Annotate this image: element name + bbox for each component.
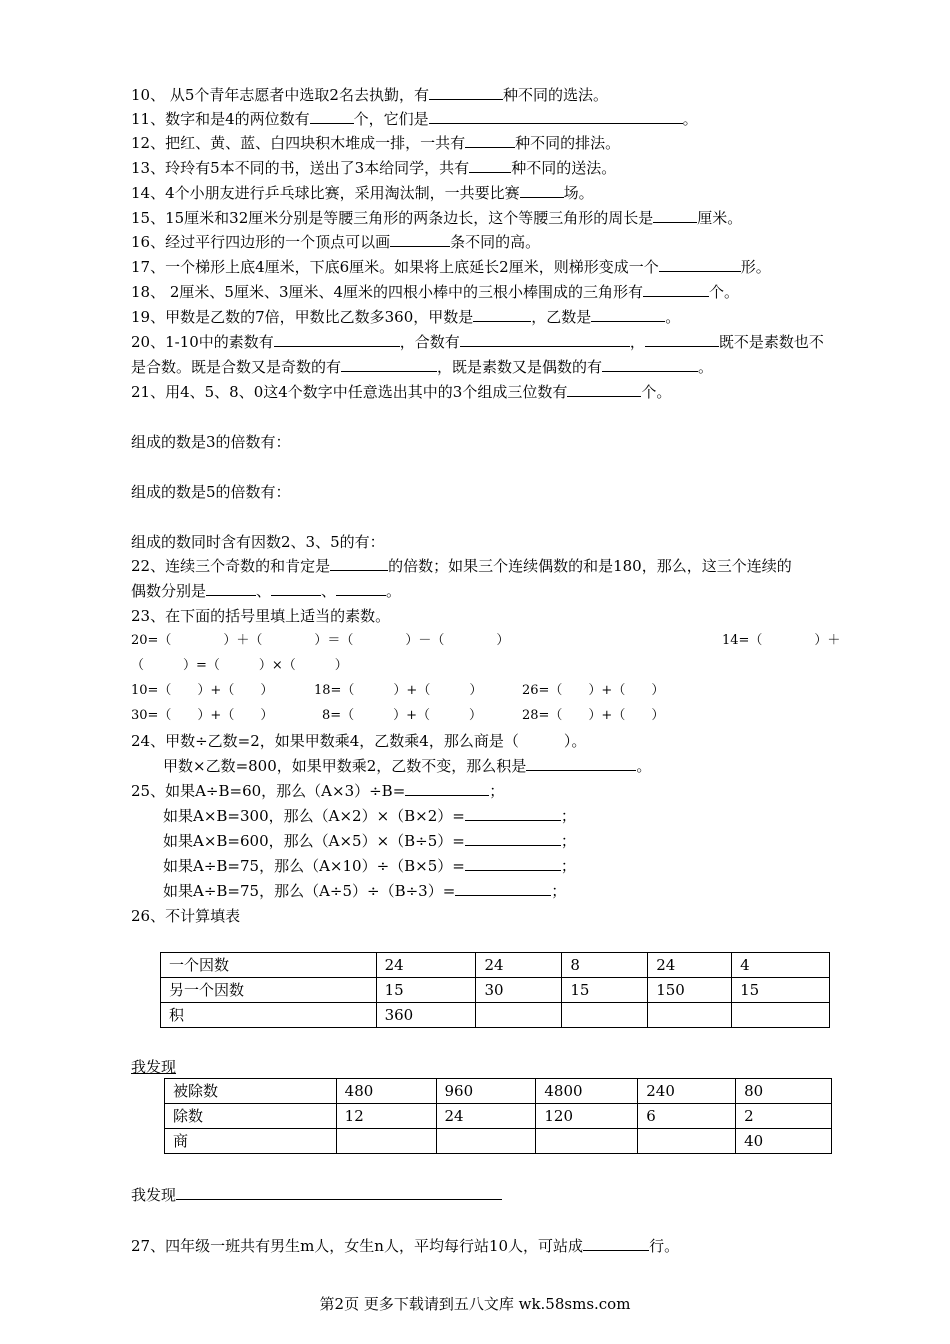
page-footer: 第2页 更多下载请到五八文库 wk.58sms.com <box>319 1295 631 1313</box>
table-cell: 960 <box>436 1079 536 1104</box>
table-cell[interactable] <box>732 1003 830 1028</box>
table-cell: 24 <box>648 953 732 978</box>
row-header-cell: 另一个因数 <box>161 978 377 1003</box>
question-23-row1a: 20=（ ）＋（ ）＝（ ）－（ ） <box>131 633 510 648</box>
question-21: 21、用4、5、8、0这4个数字中任意选出其中的3个组成三位数有 个。 <box>131 383 672 401</box>
question-22-line2: 偶数分别是 、 、 。 <box>131 582 402 600</box>
question-25-line4: 如果A÷B=75，那么（A×10）÷（B×5）= ； <box>163 857 576 875</box>
question-23-row1b: 14=（ ）＋ <box>722 633 841 648</box>
question-21-multiple-5: 组成的数是5的倍数有： <box>131 483 291 501</box>
question-23-row2c: 26=（ ）+（ ） <box>522 683 665 698</box>
discover-label: 我发现 <box>131 1058 177 1076</box>
answer-blank[interactable] <box>643 282 709 297</box>
question-24: 24、甲数÷乙数=2，如果甲数乘4，乙数乘4，那么商是（ ）。 <box>131 732 587 750</box>
question-13: 13、玲玲有5本不同的书，送出了3本给同学，共有 种不同的送法。 <box>131 159 617 177</box>
question-20-line2: 是合数。既是合数又是奇数的有 ，既是素数又是偶数的有 。 <box>131 358 714 376</box>
table-cell: 15 <box>376 978 476 1003</box>
table-row <box>165 1079 832 1104</box>
question-27: 27、四年级一班共有男生m人，女生n人，平均每行站10人，可站成 行。 <box>131 1237 680 1255</box>
division-table <box>164 1078 832 1154</box>
table-cell: 360 <box>376 1003 476 1028</box>
question-11: 11、数字和是4的两位数有 个，它们是 。 <box>131 110 698 128</box>
table-cell[interactable] <box>638 1129 736 1154</box>
answer-blank[interactable] <box>465 856 561 871</box>
question-23-row3c: 28=（ ）+（ ） <box>522 708 665 723</box>
question-20: 20、1-10中的素数有 ，合数有 ， 既不是素数也不 <box>131 333 824 351</box>
table-cell: 80 <box>736 1079 832 1104</box>
answer-blank[interactable] <box>567 382 641 397</box>
answer-blank[interactable] <box>455 881 551 896</box>
discover-answer: 我发现 <box>131 1185 502 1205</box>
question-18: 18、 2厘米、5厘米、3厘米、4厘米的四根小棒中的三根小棒围成的三角形有 个。 <box>131 283 740 301</box>
table-cell[interactable] <box>536 1129 638 1154</box>
table-cell[interactable] <box>648 1003 732 1028</box>
factor-table <box>160 952 830 1028</box>
row-header-cell: 积 <box>161 1003 377 1028</box>
question-21-multiple-3: 组成的数是3的倍数有： <box>131 433 291 451</box>
row-header-cell: 一个因数 <box>161 953 377 978</box>
answer-blank[interactable] <box>645 332 719 347</box>
table-cell[interactable] <box>436 1129 536 1154</box>
question-15: 15、15厘米和32厘米分别是等腰三角形的两条边长，这个等腰三角形的周长是 厘米。 <box>131 209 743 227</box>
answer-blank[interactable] <box>330 556 388 571</box>
table-cell[interactable] <box>562 1003 648 1028</box>
question-26-title: 26、不计算填表 <box>131 907 241 925</box>
question-16: 16、经过平行四边形的一个顶点可以画 条不同的高。 <box>131 233 541 251</box>
answer-blank[interactable] <box>659 257 741 272</box>
table-cell: 8 <box>562 953 648 978</box>
table-row <box>161 1003 830 1028</box>
answer-blank[interactable] <box>602 357 698 372</box>
table-row <box>165 1104 832 1129</box>
question-23-row3b: 8=（ ）+（ ） <box>322 708 483 723</box>
answer-blank[interactable] <box>271 581 321 596</box>
question-25-line2: 如果A×B=300，那么（A×2）×（B×2）= ； <box>163 807 576 825</box>
answer-blank[interactable] <box>274 332 400 347</box>
table-cell: 150 <box>648 978 732 1003</box>
question-23-row2a: 10=（ ）+（ ） <box>131 683 274 698</box>
question-23-row1c: （ ）=（ ）×（ ） <box>131 658 348 673</box>
answer-blank[interactable] <box>206 581 256 596</box>
question-25-line1: 25、如果A÷B=60，那么（A×3）÷B= ； <box>131 782 505 800</box>
answer-blank[interactable] <box>341 357 437 372</box>
answer-blank[interactable] <box>591 307 665 322</box>
table-cell: 15 <box>732 978 830 1003</box>
table-cell: 24 <box>376 953 476 978</box>
answer-blank[interactable] <box>473 307 531 322</box>
table-cell: 4 <box>732 953 830 978</box>
table-cell: 4800 <box>536 1079 638 1104</box>
answer-blank[interactable] <box>469 158 511 173</box>
answer-blank[interactable] <box>465 806 561 821</box>
question-25-line5: 如果A÷B=75，那么（A÷5）÷（B÷3）= ； <box>163 882 567 900</box>
row-header-cell: 除数 <box>165 1104 337 1129</box>
answer-blank[interactable] <box>405 781 489 796</box>
question-10: 10、 从5个青年志愿者中选取2名去执勤，有 种不同的选法。 <box>131 86 608 104</box>
table-cell: 12 <box>336 1104 436 1129</box>
table-cell: 240 <box>638 1079 736 1104</box>
question-12: 12、把红、黄、蓝、白四块积木堆成一排，一共有 种不同的排法。 <box>131 134 621 152</box>
answer-blank[interactable] <box>465 133 515 148</box>
row-header-cell: 商 <box>165 1129 337 1154</box>
table-cell: 24 <box>476 953 562 978</box>
table-cell: 30 <box>476 978 562 1003</box>
answer-blank[interactable] <box>653 208 697 223</box>
table-row <box>161 953 830 978</box>
answer-blank[interactable] <box>520 183 564 198</box>
answer-blank[interactable] <box>429 85 503 100</box>
answer-blank[interactable] <box>583 1236 649 1251</box>
question-23-row2b: 18=（ ）+（ ） <box>314 683 483 698</box>
answer-blank[interactable] <box>176 1185 502 1200</box>
row-header-cell: 被除数 <box>165 1079 337 1104</box>
table-row <box>161 978 830 1003</box>
table-cell: 40 <box>736 1129 832 1154</box>
answer-blank[interactable] <box>429 109 683 124</box>
table-cell[interactable] <box>336 1129 436 1154</box>
question-23-row3a: 30=（ ）+（ ） <box>131 708 274 723</box>
answer-blank[interactable] <box>526 756 636 771</box>
table-cell: 15 <box>562 978 648 1003</box>
table-cell: 24 <box>436 1104 536 1129</box>
table-row <box>165 1129 832 1154</box>
table-cell: 480 <box>336 1079 436 1104</box>
answer-blank[interactable] <box>336 581 386 596</box>
question-22: 22、连续三个奇数的和肯定是 的倍数；如果三个连续偶数的和是180，那么，这三个连续的 <box>131 557 792 575</box>
table-cell: 6 <box>638 1104 736 1129</box>
question-17: 17、一个梯形上底4厘米，下底6厘米。如果将上底延长2厘米，则梯形变成一个 形。 <box>131 258 771 276</box>
table-cell[interactable] <box>476 1003 562 1028</box>
answer-blank[interactable] <box>310 109 354 124</box>
question-24-line2: 甲数×乙数=800，如果甲数乘2，乙数不变，那么积是 。 <box>163 757 652 775</box>
question-14: 14、4个小朋友进行乒乓球比赛，采用淘汰制，一共要比赛 场。 <box>131 184 594 202</box>
answer-blank[interactable] <box>460 332 630 347</box>
answer-blank[interactable] <box>465 831 561 846</box>
question-19: 19、甲数是乙数的7倍，甲数比乙数多360，甲数是 ，乙数是 。 <box>131 308 681 326</box>
answer-blank[interactable] <box>390 232 450 247</box>
question-25-line3: 如果A×B=600，那么（A×5）×（B÷5）= ； <box>163 832 576 850</box>
table-cell: 120 <box>536 1104 638 1129</box>
table-cell: 2 <box>736 1104 832 1129</box>
question-21-factors-235: 组成的数同时含有因数2、3、5的有： <box>131 533 385 551</box>
question-23-title: 23、在下面的括号里填上适当的素数。 <box>131 607 391 625</box>
